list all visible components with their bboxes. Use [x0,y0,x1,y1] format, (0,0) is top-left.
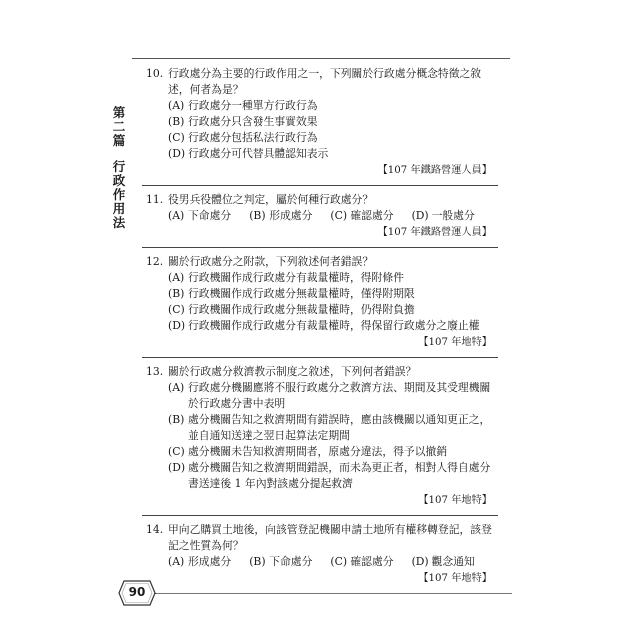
option-text: 行政處分只含發生事實效果 [188,115,318,128]
exam-source-tag: 【107 年地特】 [418,337,492,348]
option-text: 一般處分 [431,209,475,222]
option-list [146,380,494,492]
side-title-char: 二 [112,119,126,134]
option-list [146,270,494,334]
side-title-char: 用 [112,201,126,216]
question-number: 14. [146,523,164,536]
answer-option [168,130,494,146]
question-divider [142,247,498,248]
answer-option [168,444,494,460]
question-text: 甲向乙購買土地後，向該管登記機關申請土地所有權移轉登記，該登記之性質為何？ [168,523,492,552]
side-title-char: 政 [112,173,126,188]
option-letter: (D) [168,461,186,474]
answer-option [168,114,494,130]
exam-source-tag: 【107 年地特】 [418,495,492,506]
question-number: 10. [146,67,164,80]
question-text: 役男兵役體位之判定，屬於何種行政處分？ [168,193,374,206]
option-letter: (A) [168,555,185,568]
option-letter: (B) [168,115,185,128]
question-stem [146,66,494,98]
option-letter: (B) [168,413,185,426]
option-text: 行政機關作成行政處分有裁量權時，得保留行政處分之廢止權 [188,319,480,332]
option-text: 形成處分 [269,209,313,222]
option-letter: (B) [249,209,266,222]
question-text: 關於行政處分之附款，下列敘述何者錯誤？ [168,255,374,268]
side-title-char: 作 [112,187,126,202]
answer-option [330,208,393,224]
answer-option [168,554,231,570]
option-letter: (D) [168,147,186,160]
question-item [146,254,494,351]
option-letter: (C) [330,209,348,222]
answer-option [168,412,494,444]
answer-option [249,554,312,570]
option-text: 行政處分可代替具體認知表示 [188,147,329,160]
option-text: 行政機關作成行政處分無裁量權時，僅得附期限 [188,287,415,300]
question-divider [142,185,498,186]
header-rule [132,58,510,59]
question-number: 12. [146,255,164,268]
answer-option [168,318,494,334]
option-text: 行政機關作成行政處分無裁量權時，仍得附負擔 [188,303,415,316]
option-list [146,208,494,224]
answer-option [168,270,494,286]
option-letter: (A) [168,271,185,284]
question-stem [146,192,494,208]
option-letter: (C) [168,303,185,316]
exam-source-tag: 【107 年地特】 [418,573,492,584]
question-stem [146,364,494,380]
side-title-char: 行 [112,159,126,174]
question-list [146,66,494,600]
option-text: 行政處分機關應將不服行政處分之救濟方法、期間及其受理機關於行政處分書中表明 [188,381,491,410]
option-letter: (C) [330,555,348,568]
question-text: 關於行政處分救濟教示制度之敘述，下列何者錯誤？ [168,365,417,378]
side-title-char: 篇 [112,133,126,148]
option-text: 處分機關未告知救濟期間者，原處分違法，得予以撤銷 [188,445,448,458]
exam-source-tag: 【107 年鐵路營運人員】 [377,227,492,238]
option-text: 下命處分 [188,209,232,222]
answer-option [168,208,231,224]
question-number: 11. [146,193,164,206]
question-divider [142,515,498,516]
option-text: 行政處分一種單方行政行為 [188,99,318,112]
option-text: 確認處分 [350,209,394,222]
option-list [146,98,494,162]
answer-option [412,554,475,570]
page-number-badge [118,580,156,606]
answer-option [168,286,494,302]
option-letter: (D) [411,209,429,222]
question-item [146,66,494,179]
option-text: 確認處分 [350,555,394,568]
option-letter: (A) [168,209,185,222]
option-letter: (C) [168,131,185,144]
question-stem [146,254,494,270]
page-number: 90 [128,585,146,599]
option-text: 形成處分 [188,555,232,568]
option-text: 處分機關告知之救濟期間有錯誤時，應由該機關以通知更正之，並自通知送達之翌日起算法定期間 [188,413,491,442]
option-text: 處分機關告知之救濟期間錯誤，而未為更正者，相對人得自處分書送達後 1 年內對該處分提起救濟 [188,461,491,490]
answer-option [168,302,494,318]
answer-option [168,146,494,162]
option-letter: (B) [249,555,266,568]
footer-rule [156,593,512,594]
option-letter: (B) [168,287,185,300]
option-list [146,554,494,570]
side-title-char: 第 [112,105,126,120]
option-letter: (D) [411,555,429,568]
answer-option [168,380,494,412]
question-divider [142,357,498,358]
option-letter: (A) [168,99,185,112]
option-text: 行政機關作成行政處分有裁量權時，得附條件 [188,271,404,284]
answer-option [168,460,494,492]
option-text: 行政處分包括私法行政行為 [188,131,318,144]
option-letter: (A) [168,381,185,394]
option-text: 觀念通知 [431,555,475,568]
question-item [146,522,494,587]
question-number: 13. [146,365,164,378]
side-chapter-title [112,106,126,230]
answer-option [330,554,393,570]
answer-option [412,208,475,224]
question-text: 行政處分為主要的行政作用之一，下列關於行政處分概念特徵之敘述，何者為是？ [168,67,482,96]
option-text: 下命處分 [269,555,313,568]
answer-option [249,208,312,224]
option-letter: (D) [168,319,186,332]
question-item [146,364,494,509]
answer-option [168,98,494,114]
side-title-char: 法 [112,215,126,230]
question-stem [146,522,494,554]
question-item [146,192,494,241]
option-letter: (C) [168,445,185,458]
exam-source-tag: 【107 年鐵路營運人員】 [377,165,492,176]
